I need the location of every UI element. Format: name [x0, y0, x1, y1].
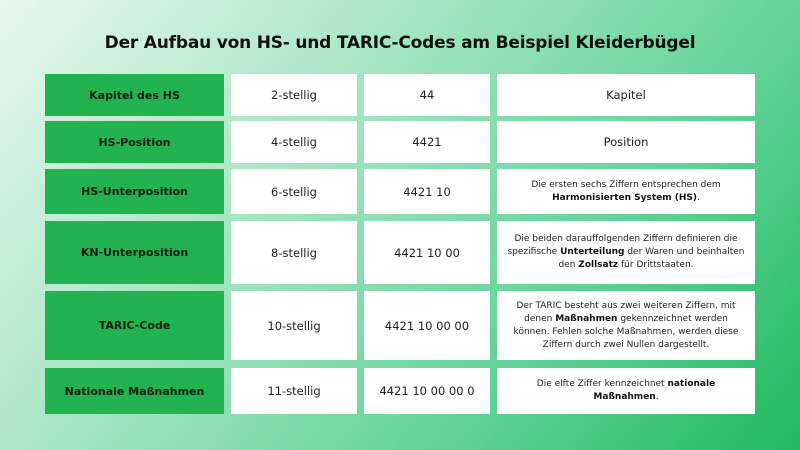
description-cell — [497, 74, 755, 116]
description-cell — [497, 221, 755, 284]
digits-cell — [231, 291, 357, 360]
table-row — [0, 368, 800, 414]
level-label-cell — [45, 221, 224, 284]
table-row — [0, 121, 800, 163]
digits-cell — [231, 121, 357, 163]
digits-cell — [231, 221, 357, 284]
description-highlight: Maßnahmen — [555, 313, 618, 324]
digits-cell-text: 11-stellig — [267, 384, 321, 398]
code-cell — [364, 368, 490, 414]
level-label-cell-text: HS-Unterposition — [81, 185, 188, 198]
digits-cell-text: 10-stellig — [267, 318, 321, 333]
description-cell-text — [604, 135, 649, 149]
level-label-cell — [45, 121, 224, 163]
table-row — [0, 74, 800, 116]
level-label-cell-text: TARIC-Code — [98, 319, 171, 332]
description-text: der Waren und beinhalten den — [558, 247, 745, 270]
digits-cell-text: 2-stellig — [271, 88, 317, 102]
level-label-cell-text: HS-Position — [98, 135, 171, 149]
description-cell-text — [497, 233, 755, 272]
level-label-cell-text: Kapitel des HS — [89, 88, 180, 102]
description-text: gekennzeichnet werden können. Fehlen solche Maßnahmen, werden diese Ziffern durch zwei Nullen dargestellt. — [513, 313, 739, 350]
code-cell-text: 4421 — [412, 135, 442, 149]
description-text: Kapitel — [606, 88, 646, 102]
code-cell-text: 4421 10 00 00 — [384, 318, 470, 333]
description-text: Die beiden darauffolgenden Ziffern definieren die spezifische — [507, 234, 738, 257]
digits-cell-text: 4-stellig — [271, 135, 317, 149]
level-label-cell — [45, 368, 224, 414]
code-cell-text: 4421 10 00 00 0 — [379, 384, 475, 398]
description-cell-text — [497, 378, 755, 404]
code-cell — [364, 169, 490, 214]
description-text: Die elfte Ziffer kennzeichnet — [536, 379, 668, 389]
description-text: Die ersten sechs Ziffern entsprechen dem — [531, 179, 721, 190]
level-label-cell — [45, 169, 224, 214]
level-label-cell-text: Nationale Maßnahmen — [64, 384, 205, 398]
digits-cell — [231, 368, 357, 414]
description-cell — [497, 291, 755, 360]
table-row — [0, 291, 800, 360]
level-label-cell — [45, 74, 224, 116]
description-highlight: Harmonisierten System (HS) — [552, 192, 698, 203]
table-row — [0, 169, 800, 214]
level-label-cell — [45, 291, 224, 360]
description-highlight: nationale Maßnahmen — [593, 379, 716, 402]
digits-cell-text: 6-stellig — [271, 184, 317, 199]
description-cell-text — [497, 300, 755, 352]
code-cell-text: 4421 10 00 — [394, 245, 460, 260]
description-text: . — [655, 392, 659, 402]
code-cell — [364, 74, 490, 116]
description-text: Position — [603, 135, 649, 149]
description-cell — [497, 169, 755, 214]
page-title: Der Aufbau von HS- und TARIC-Codes am Beispiel Kleiderbügel — [104, 33, 696, 53]
description-cell — [497, 121, 755, 163]
description-text: . — [697, 192, 700, 203]
code-cell — [364, 221, 490, 284]
digits-cell — [231, 74, 357, 116]
description-highlight: Unterteilung — [560, 247, 625, 257]
code-cell-text: 44 — [419, 88, 435, 102]
digits-cell — [231, 169, 357, 214]
description-cell — [497, 368, 755, 414]
code-cell — [364, 291, 490, 360]
description-text: Der TARIC besteht aus zwei weiteren Ziffern, mit denen — [516, 300, 736, 324]
description-cell-text — [606, 88, 646, 102]
table-row — [0, 221, 800, 284]
code-cell-text: 4421 10 — [403, 184, 451, 199]
digits-cell-text: 8-stellig — [271, 245, 317, 260]
description-highlight: Zollsatz — [578, 260, 619, 270]
level-label-cell-text: KN-Unterposition — [80, 246, 189, 259]
code-cell — [364, 121, 490, 163]
description-text: für Drittstaaten. — [618, 260, 694, 270]
description-cell-text — [497, 179, 755, 205]
